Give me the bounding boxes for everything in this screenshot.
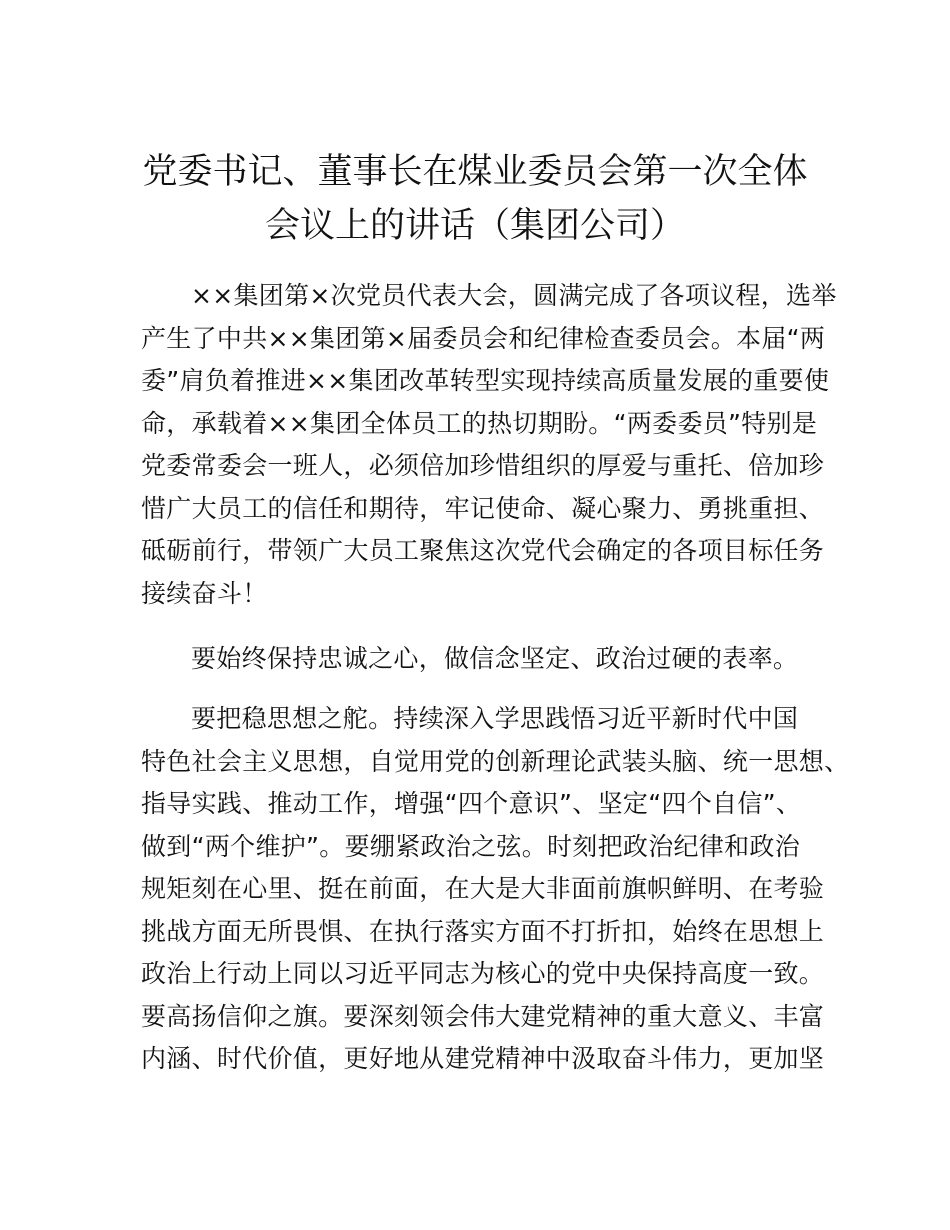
paragraph-line: 命，承载着××集团全体员工的热切期盼。“两委委员”特别是 xyxy=(141,408,818,438)
paragraph-line: 内涵、时代价值，更好地从建党精神中汲取奋斗伟力，更加坚 xyxy=(141,1044,825,1073)
paragraph-line: 委”肩负着推进××集团改革转型实现持续高质量发展的重要使 xyxy=(141,366,830,395)
paragraph-line: 规矩刻在心里、挺在前面，在大是大非面前旗帜鲜明、在考验 xyxy=(141,874,825,903)
paragraph-line: 要高扬信仰之旗。要深刻领会伟大建党精神的重大意义、丰富 xyxy=(141,1001,825,1031)
paragraph-line: ××集团第×次党员代表大会，圆满完成了各项议程，选举 xyxy=(191,281,837,310)
paragraph-line: 指导实践、推动工作，增强“四个意识”、坚定“四个自信”、 xyxy=(141,789,802,818)
paragraph-line: 惜广大员工的信任和期待，牢记使命、凝心聚力、勇挑重担、 xyxy=(141,493,825,523)
title-line-2: 会议上的讲话（集团公司） xyxy=(264,206,685,246)
paragraph-line: 要始终保持忠诚之心，做信念坚定、政治过硬的表率。 xyxy=(191,644,799,673)
title-line-1: 党委书记、董事长在煤业委员会第一次全体 xyxy=(142,152,808,192)
paragraph-2 xyxy=(141,638,831,681)
paragraph-line: 接续奋斗！ xyxy=(141,578,268,608)
paragraph-line: 要把稳思想之舵。持续深入学思践悟习近平新时代中国 xyxy=(191,704,799,733)
paragraph-line: 做到“两个维护”。要绷紧政治之弦。时刻把政治纪律和政治 xyxy=(141,831,801,861)
paragraph-line: 政治上行动上同以习近平同志为核心的党中央保持高度一致。 xyxy=(141,959,825,988)
paragraph-line: 党委常委会一班人，必须倍加珍惜组织的厚爱与重托、倍加珍 xyxy=(141,451,825,480)
paragraph-line: 挑战方面无所畏惧、在执行落实方面不打折扣，始终在思想上 xyxy=(141,916,825,946)
paragraph-3 xyxy=(141,698,850,1081)
paragraph-line: 特色社会主义思想，自觉用党的创新理论武装头脑、统一思想、 xyxy=(141,746,850,776)
document-title xyxy=(130,145,820,253)
paragraph-line: 砥砺前行，带领广大员工聚焦这次党代会确定的各项目标任务 xyxy=(141,536,825,565)
paragraph-1 xyxy=(141,275,837,615)
paragraph-line: 产生了中共××集团第×届委员会和纪律检查委员会。本届“两 xyxy=(141,323,826,353)
